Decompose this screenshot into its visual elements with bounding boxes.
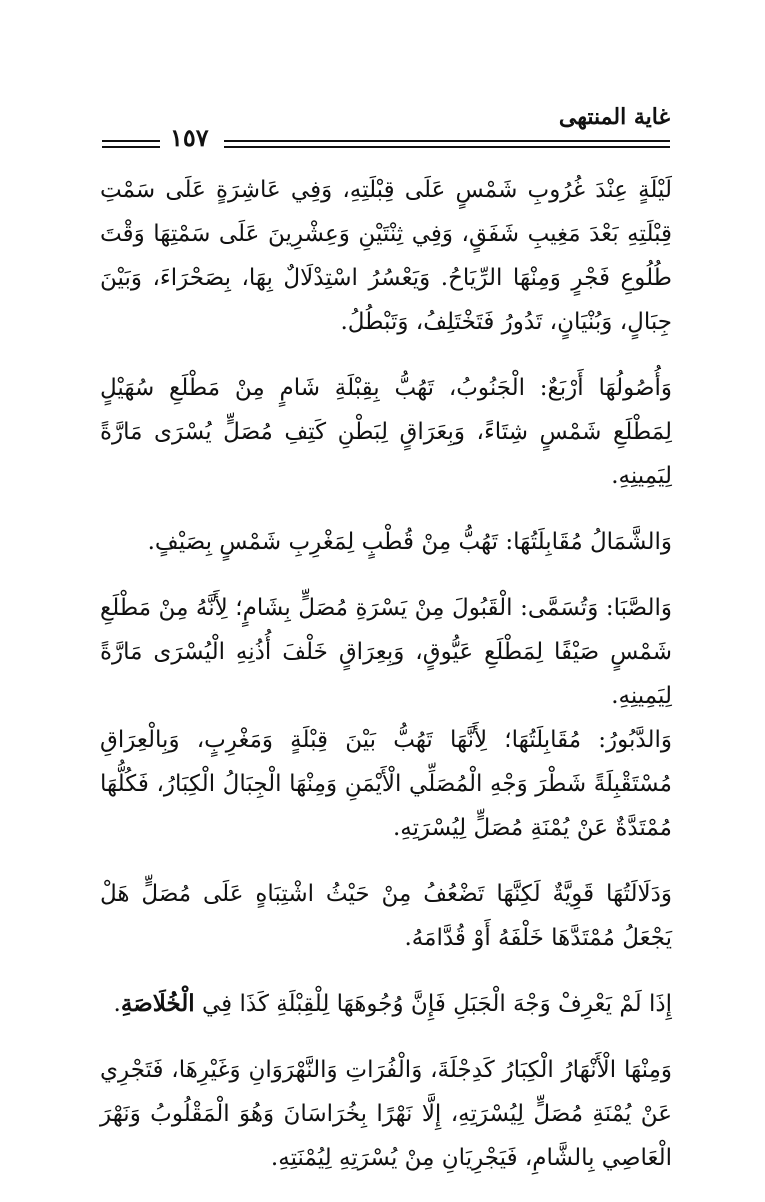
paragraph-6: وَدَلَالَتُهَا قَوِيَّةٌ لَكِنَّهَا تَضْعُفُ مِنْ حَيْثُ اشْتِبَاهٍ عَلَى مُصَلٍّ هَلْ يَجْعَلُ مُمْتَدَّهَا خَلْفَهُ أَوْ قُدَّامَهُ.	[100, 881, 672, 951]
page-header	[100, 96, 670, 156]
paragraph-7	[100, 982, 672, 1026]
paragraph-2: وَأُصُولُهَا أَرْبَعٌ: الْجَنُوبُ، تَهُبُّ بِقِبْلَةِ شَامٍ مِنْ مَطْلَعِ سُهَيْلٍ لِمَطْلَعِ شَمْسٍ شِتَاءً، وَبِعَرَاقٍ لِبَطْنِ كَتِفِ مُصَلٍّ يُسْرَى مَارَّةً لِيَمِينِهِ.	[100, 375, 672, 489]
paragraph-5: وَالدَّبُورُ: مُقَابِلَتُهَا؛ لِأَنَّهَا تَهُبُّ بَيْنَ قِبْلَةٍ وَمَغْرِبٍ، وَبِالْعِرَاقِ مُسْتَقْبِلَةً شَطْرَ وَجْهِ الْمُصَلِّي الْأَيْمَنِ وَمِنْهَا الْجِبَالُ الْكِبَارُ، فَكُلُّهَا مُمْتَدَّةٌ عَنْ يُمْنَةِ مُصَلٍّ لِيُسْرَتِهِ.	[100, 727, 672, 841]
paragraph-8: وَمِنْهَا الْأَنْهَارُ الْكِبَارُ كَدِجْلَةَ، وَالْفُرَاتِ وَالنَّهْرَوَانِ وَغَيْرِهَا، فَتَجْرِي عَنْ يُمْنَةِ مُصَلٍّ لِيُسْرَتِهِ، إِلَّا نَهْرًا بِخُرَاسَانَ وَهُوَ الْمَقْلُوبُ وَنَهْرَ الْعَاصِي بِالشَّامِ، فَيَجْرِيَانِ مِنْ يُسْرَتِهِ لِيُمْنَتِهِ.	[100, 1057, 672, 1171]
page-number: ١٥٧	[170, 123, 209, 152]
header-rule-left	[102, 140, 160, 142]
paragraph-4: وَالصَّبَا: وَتُسَمَّى: الْقَبُولَ مِنْ يَسْرَةِ مُصَلٍّ بِشَامٍ؛ لِأَنَّهُ مِنْ مَطْلَعِ شَمْسٍ صَيْفًا لِمَطْلَعِ عَيُّوقٍ، وَبِعِرَاقٍ خَلْفَ أُذُنِهِ الْيُسْرَى مَارَّةً لِيَمِينِهِ.	[100, 595, 672, 709]
header-rule-right	[224, 140, 670, 142]
running-title: غاية المنتهى	[558, 104, 670, 130]
paragraph-7-period: .	[113, 991, 121, 1017]
paragraph-3: وَالشَّمَالُ مُقَابِلَتُهَا: تَهُبُّ مِنْ قُطْبٍ لِمَغْرِبِ شَمْسٍ بِصَيْفٍ.	[147, 529, 672, 555]
paragraph-7-text: إِذَا لَمْ يَعْرِفْ وَجْهَ الْجَبَلِ فَإِنَّ وُجُوهَهَا لِلْقِبْلَةِ كَذَا فِي	[202, 991, 672, 1017]
source-reference: الْخُلَاصَةِ	[120, 990, 195, 1017]
paragraph-1: لَيْلَةٍ عِنْدَ غُرُوبِ شَمْسٍ عَلَى قِبْلَتِهِ، وَفِي عَاشِرَةٍ عَلَى سَمْتِ قِبْلَتِهِ بَعْدَ مَغِيبِ شَفَقٍ، وَفِي ثِنْتَيْنِ وَعِشْرِينَ عَلَى سَمْتِهَا وَقْتَ طُلُوعِ فَجْرٍ وَمِنْهَا الرِّيَاحُ. وَيَعْسُرُ اسْتِدْلَالٌ بِهَا، بِصَحْرَاءَ، وَبَيْنَ جِبَالٍ، وَبُنْيَانٍ، تَدُورُ فَتَخْتَلِفُ، وَتَبْطُلُ.	[100, 177, 672, 335]
page-body	[100, 168, 672, 1202]
